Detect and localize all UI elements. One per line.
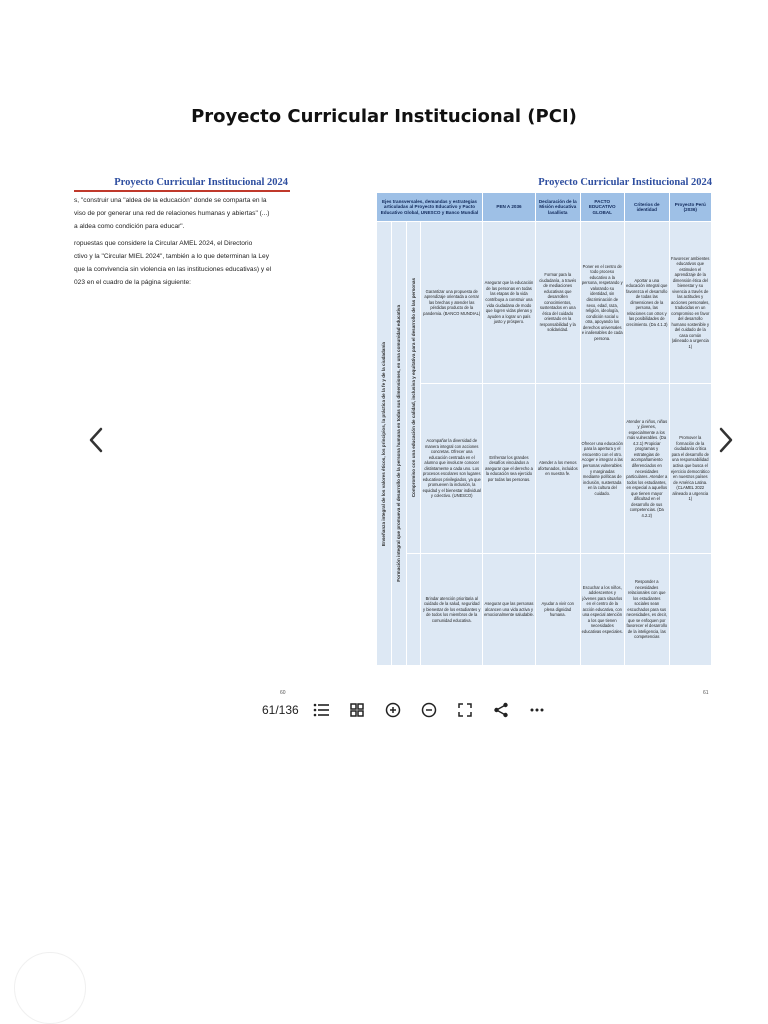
zoom-in-button[interactable]: [375, 698, 411, 722]
table-cell: Favorecer ambientes educativos que estimulen el aprendizaje de la dimensión ética del bienestar y su vivencia a través de las actitudes y acciones personales, traducidas en un compromiso en favor del desarrollo humano sostenible y del cuidado de la casa común (alineado a urgencia 1): [669, 222, 711, 384]
table-cell: Enfrentar los grandes desafíos vinculados a asegurar que el derecho a la educación sea ejercido por todas las personas.: [482, 384, 535, 554]
table-cell: Poner en el centro de todo proceso educativo a la persona, respetando y valorando su identidad, sin discriminación de sexo, edad, raza, religión, ideología, condición social u otra, apoyando los derechos universales e inalienables de cada persona.: [580, 222, 625, 384]
table-cell: Atender a niños, niñas y jóvenes, especialmente a los más vulnerables. (Da 4.2.1) Propiciar programas y estrategias de acompañamiento diferenciados en necesidades particulares. Atender a todos los estudiantes, en especial a aquellos que tienen mayor dificultad en el desarrollo de sus competencias. (Da 4.2.2): [625, 384, 670, 554]
chevron-left-icon: [88, 426, 104, 454]
table-cell: Acompañar la diversidad de manera integral con acciones concretas. Ofrecer una educación centrada en el alumno que involucre conocer distintamente a cada uno. Los procesos escolares son lugares educativos privilegiados, ya que promueven la inclusión, la equidad y el bienestar individual y colectivo. (UNESCO): [421, 384, 483, 554]
outer-vertical-cell-2: [391, 222, 406, 666]
text-line: ctivo y la "Circular MIEL 2024", también a lo que determinan la Ley: [74, 253, 270, 260]
text-line: que la convivencia sin violencia en las instituciones educativas) y el: [74, 266, 272, 273]
list-icon: [313, 703, 329, 717]
left-header-rule: [74, 190, 290, 192]
left-page: [74, 172, 290, 672]
table-cell: Escuchar a los niños, adolescentes y jóvenes para situarlos en el centro de la acción educativa, con una especial atención a los que tienen necesidades educativas especiales.: [580, 554, 625, 666]
left-page-header: Proyecto Curricular Institucional 2024: [114, 177, 288, 188]
table-header-pacto: PACTO EDUCATIVO GLOBAL: [580, 193, 625, 222]
viewer-toolbar: [262, 698, 555, 722]
left-page-number: 60: [280, 690, 286, 696]
table-cell: Asegurar que la educación de las personas en todas las etapas de la vida contribuya a construir una vida ciudadana de modo que logren vidas plenas y ayuden a lograr un país justo y próspero.: [482, 222, 535, 384]
table-cell: Atender a los menos afortunados, incluidos en nuestra fe.: [535, 384, 580, 554]
table-cell: Brindar atención prioritaria al cuidado de la salud, seguridad y bienestar de los estudiantes y de todos los miembros de la comunidad educativa.: [421, 554, 483, 666]
table-row: [377, 384, 712, 554]
table-header-pen: PEN A 2036: [482, 193, 535, 222]
text-line: viso de por generar una red de relaciones humanas y abiertas" (...): [74, 210, 270, 217]
ellipsis-icon: [530, 708, 544, 712]
table-of-contents-button[interactable]: [303, 698, 339, 722]
table-cell: [669, 554, 711, 666]
previous-page-button[interactable]: [82, 424, 110, 456]
text-line: ropuestas que considere la Circular AMEL 2024, el Directorio: [74, 240, 253, 247]
right-page-number: 61: [703, 690, 709, 696]
left-page-text: [74, 194, 288, 289]
text-line: a aldea como condición para educar".: [74, 223, 185, 230]
pci-table: [376, 192, 712, 666]
table-row: [377, 222, 712, 384]
table-cell: Promover la formación de la ciudadanía crítica para el desarrollo de una responsabilidad activa que busca el ejercicio democrático en nuestros países de América Latina. (CLAMEL 2022 alineado a urgencia 1): [669, 384, 711, 554]
page-counter: 61/136: [262, 703, 299, 717]
table-cell: Responder a necesidades relacionales con que los estudiantes sociales sean escuchados para sus necesidades, es decir, que se enfoquen por favorecer el desarrollo de la inteligencia, las competencias: [625, 554, 670, 666]
chevron-right-icon: [718, 426, 734, 454]
table-cell: Ofrecer una educación para la apertura y el encuentro con el otro. Acoger e integrar a las personas vulnerables y marginadas mediante políticas de inclusión, sustentada en la cultura del cuidado.: [580, 384, 625, 554]
outer-vertical-label-2: Formación integral que promueva el desarrollo de la persona humana en todas sus dimensiones, en una comunidad educativa: [395, 305, 401, 582]
share-icon: [493, 702, 509, 718]
table-header-proyecto-peru: Proyecto Perú (2036): [669, 193, 711, 222]
table-row: [377, 554, 712, 666]
text-line: s, "construir una "aldea de la educación" donde se comparta en la: [74, 197, 267, 204]
zoom-out-icon: [421, 702, 437, 718]
more-options-button[interactable]: [519, 698, 555, 722]
fullscreen-icon: [458, 703, 472, 717]
grid-icon: [350, 703, 364, 717]
next-page-button[interactable]: [712, 424, 740, 456]
outer-vertical-cell-1: [377, 222, 392, 666]
inner-vertical-cell: [406, 222, 421, 554]
right-page: [374, 172, 714, 672]
text-line: 023 en el cuadro de la página siguiente:: [74, 279, 191, 286]
inner-vertical-cell-empty: [406, 554, 421, 666]
outer-vertical-label-1: Enseñanza integral de los valores éticos, los principios, la práctica de la fe y de la ciudadanía: [380, 341, 386, 546]
table-cell: Ayudar a vivir con plena dignidad humana.: [535, 554, 580, 666]
table-header-mision: Declaración de la Misión educativa lasallista: [535, 193, 580, 222]
table-header-ejes: Ejes transversales, demandas y estrategias articuladas al Proyecto Educativo y Pacto Educativo Global, UNESCO y Banco Mundial: [377, 193, 483, 222]
zoom-out-button[interactable]: [411, 698, 447, 722]
table-cell: Aportar a una educación integral que favorezca el desarrollo de todas las dimensiones de la persona, las relaciones con otros y las posibilidades de crecimiento. (Da 4.1.3): [625, 222, 670, 384]
document-title: Proyecto Curricular Institucional (PCI): [191, 106, 577, 127]
share-button[interactable]: [483, 698, 519, 722]
table-cell: Garantizar una propuesta de aprendizaje orientada a cerrar las brechas y atender las pérdidas producto de la pandemia. (BANCO MUNDIAL): [421, 222, 483, 384]
table-cell: Formar para la ciudadanía, a través de mediaciones educativas que desarrollen conocimientos, sustentados en una ética del cuidado orientado en la responsabilidad y la solidaridad.: [535, 222, 580, 384]
right-page-header: Proyecto Curricular Institucional 2024: [538, 177, 712, 188]
floating-action-button[interactable]: [14, 952, 86, 1024]
grid-view-button[interactable]: [339, 698, 375, 722]
inner-vertical-label: Compromiso con una educación de calidad, inclusiva y equitativa para el desarrollo de las personas: [410, 277, 416, 498]
zoom-in-icon: [385, 702, 401, 718]
table-header-criterios: Criterios de identidad: [625, 193, 670, 222]
fullscreen-button[interactable]: [447, 698, 483, 722]
table-cell: Asegurar que las personas alcancen una vida activa y emocionalmente saludable.: [482, 554, 535, 666]
